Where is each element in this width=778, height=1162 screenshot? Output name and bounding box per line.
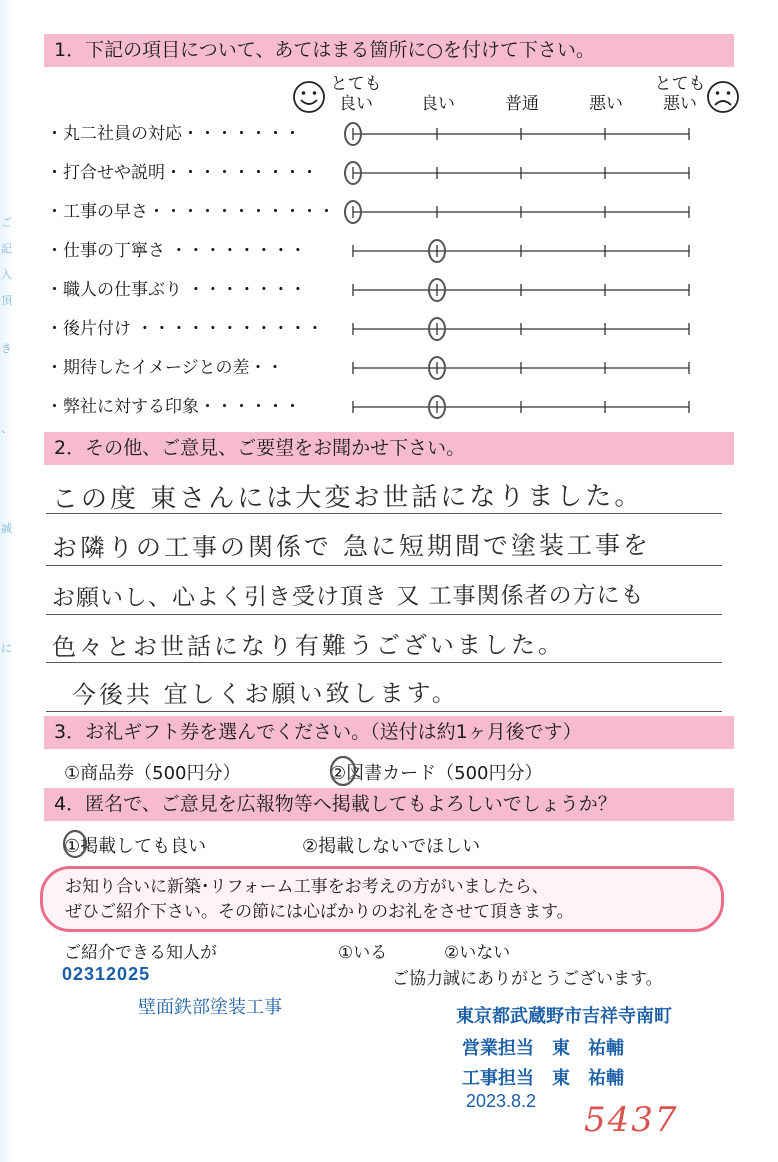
answer-rule [46, 711, 722, 712]
scale-header-line: とても [654, 74, 706, 94]
question-label: ・期待したイメージとの差・・ [46, 358, 284, 378]
edge-char: 、 [1, 422, 12, 435]
construction-rep-stamp: 工事担当 東 祐輔 [462, 1068, 624, 1088]
edge-char: 記 [1, 242, 12, 255]
date-stamp: 2023.8.2 [466, 1091, 537, 1111]
scale-header-line: 悪い [663, 94, 697, 114]
handwritten-line: お隣りの工事の関係で 急に短期間で塗装工事を [51, 530, 652, 563]
edge-char: 入 [1, 268, 12, 281]
question-label: ・弊社に対する印象・・・・・・ [46, 397, 301, 417]
scale-header-line: 良い [421, 94, 455, 114]
referral-no[interactable]: ②いない [444, 943, 511, 963]
gift-option-product-voucher[interactable]: ①商品券（500円分） [64, 763, 241, 784]
edge-char: ご [1, 216, 12, 229]
edge-char: 頂 [1, 294, 12, 307]
callout-line: ぜひご紹介下さい。その節には心ばかりのお礼をさせて頂きます。 [65, 902, 574, 922]
handwritten-line: この度 東さんには大変お世話になりました。 [51, 481, 644, 515]
question-label: ・丸二社員の対応・・・・・・・ [46, 124, 301, 144]
referral-yes[interactable]: ①いる [338, 943, 388, 963]
publish-option-declined[interactable]: ②掲載しないでほしい [302, 836, 481, 857]
handwritten-number: 5437 [584, 1100, 679, 1140]
question-label: ・打合せや説明・・・・・・・・・ [46, 163, 318, 183]
answer-rule [46, 565, 722, 566]
scale-header-line: とても [330, 74, 382, 94]
sales-rep-stamp: 営業担当 東 祐輔 [462, 1038, 624, 1058]
selection-circle-icon [326, 754, 360, 788]
scale-header-line: 普通 [505, 94, 539, 114]
question-label: ・工事の早さ・・・・・・・・・・・ [46, 202, 335, 222]
question-label: ・職人の仕事ぶり ・・・・・・・ [46, 280, 307, 300]
handwritten-line: 今後共 宜しくお願い致します。 [71, 678, 459, 710]
referral-label: ご紹介できる知人が [64, 943, 217, 963]
callout-line: お知り合いに新築･リフォーム工事をお考えの方がいましたら、 [65, 877, 549, 897]
publish-option-allowed[interactable]: ①掲載しても良い [64, 836, 207, 857]
answer-rule [46, 662, 722, 663]
edge-char: に [1, 642, 12, 655]
question-label: ・仕事の丁寧さ ・・・・・・・・ [46, 241, 307, 261]
gift-option-book-card[interactable]: ②図書カード（500円分） [330, 763, 543, 784]
handwritten-line: お願いし、心よく引き受け頂き 又 工事関係者の方にも [51, 582, 645, 612]
edge-char: 誠 [1, 522, 12, 535]
customer-code: 02312025 [62, 964, 151, 984]
section-4-heading: 4．匿名で、ご意見を広報物等へ掲載してもよろしいでしょうか？ [44, 788, 734, 821]
edge-char: き [1, 342, 12, 355]
handwritten-line: 色々とお世話になり有難うございました。 [51, 630, 566, 662]
answer-rule [46, 614, 722, 615]
section-3-heading: 3．お礼ギフト券を選んでください。（送付は約1ヶ月後です） [44, 716, 734, 749]
scale-header-line: 悪い [589, 94, 623, 114]
job-title: 壁面鉄部塗装工事 [138, 997, 282, 1018]
scale-header-line: 良い [339, 94, 373, 114]
referral-callout [40, 866, 724, 932]
rating-scales [0, 0, 778, 440]
thanks-text: ご協力誠にありがとうございます。 [392, 969, 663, 989]
section-2-heading: 2．その他、ご意見、ご要望をお聞かせ下さい。 [44, 432, 734, 465]
selection-circle-icon [60, 828, 92, 860]
section-1-heading: 1．下記の項目について、あてはまる箇所に○を付けて下さい。 [44, 34, 734, 67]
address-stamp: 東京都武蔵野市吉祥寺南町 [456, 1006, 672, 1026]
question-label: ・後片付け ・・・・・・・・・・・ [46, 319, 324, 339]
